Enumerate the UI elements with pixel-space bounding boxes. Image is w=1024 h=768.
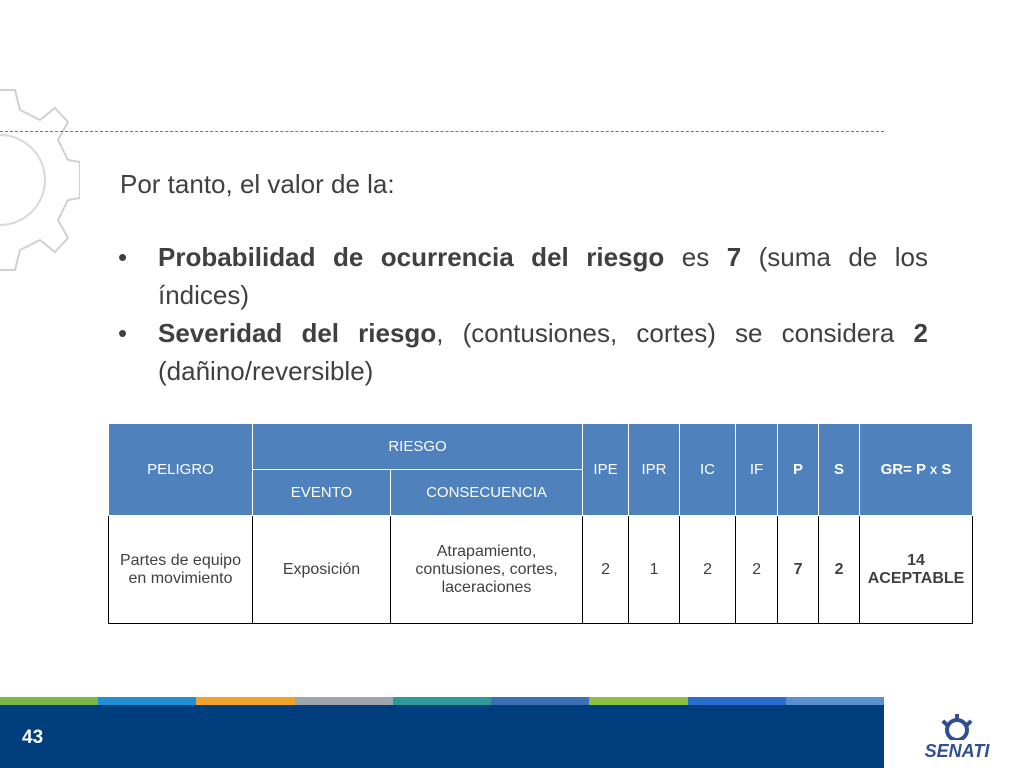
gear-outline-icon xyxy=(0,80,80,280)
logo-text: SENATI xyxy=(924,741,990,761)
header-peligro: PELIGRO xyxy=(109,424,253,516)
bullet-item-severity xyxy=(118,314,928,390)
header-ipr: IPR xyxy=(629,424,680,516)
bullet-text: (dañino/reversible) xyxy=(158,356,374,386)
footer-color-stripes xyxy=(0,697,884,705)
gr-label: ACEPTABLE xyxy=(867,569,965,587)
page-number: 43 xyxy=(22,727,44,748)
cell-ipr: 1 xyxy=(629,516,680,624)
cell-consecuencia: Atrapamiento, contusiones, cortes, laceraciones xyxy=(391,516,583,624)
header-divider xyxy=(0,131,884,132)
header-ipe: IPE xyxy=(583,424,629,516)
bullet-bold-value: 7 xyxy=(726,242,742,272)
footer-bar xyxy=(0,705,884,768)
bullet-text: es xyxy=(664,242,727,272)
header-riesgo: RIESGO xyxy=(253,424,583,470)
cell-peligro: Partes de equipo en movimiento xyxy=(109,516,253,624)
header-s: S xyxy=(819,424,860,516)
gr-value: 14 xyxy=(907,551,925,569)
cell-s: 2 xyxy=(819,516,860,624)
bullet-item-probability xyxy=(118,238,928,314)
header-if: IF xyxy=(736,424,778,516)
cell-ipe: 2 xyxy=(583,516,629,624)
header-evento: EVENTO xyxy=(253,470,391,516)
bullet-dot-icon: • xyxy=(118,318,128,348)
header-gr-x: X xyxy=(929,465,938,477)
bullet-bold-term: Probabilidad de ocurrencia del riesgo xyxy=(158,242,665,272)
intro-text: Por tanto, el valor de la: xyxy=(120,169,395,199)
header-consecuencia: CONSECUENCIA xyxy=(391,470,583,516)
cell-p: 7 xyxy=(778,516,819,624)
table-row xyxy=(109,516,973,624)
senati-gear-logo-icon xyxy=(912,712,1002,762)
header-gr-prefix: GR= P xyxy=(880,461,930,478)
header-gr xyxy=(860,424,973,516)
risk-table xyxy=(108,423,973,624)
header-gr-suffix: S xyxy=(937,461,952,478)
header-ic: IC xyxy=(680,424,736,516)
cell-gr xyxy=(860,516,973,624)
bullet-dot-icon: • xyxy=(118,242,128,272)
bullet-list xyxy=(118,238,928,390)
bullet-bold-term: Severidad del riesgo xyxy=(158,318,437,348)
bullet-text: (suma de los índices) xyxy=(158,242,928,310)
bullet-text: , (contusiones, cortes) se considera xyxy=(436,318,914,348)
cell-if: 2 xyxy=(736,516,778,624)
cell-evento: Exposición xyxy=(253,516,391,624)
header-p: P xyxy=(778,424,819,516)
cell-ic: 2 xyxy=(680,516,736,624)
bullet-bold-value: 2 xyxy=(913,318,928,348)
